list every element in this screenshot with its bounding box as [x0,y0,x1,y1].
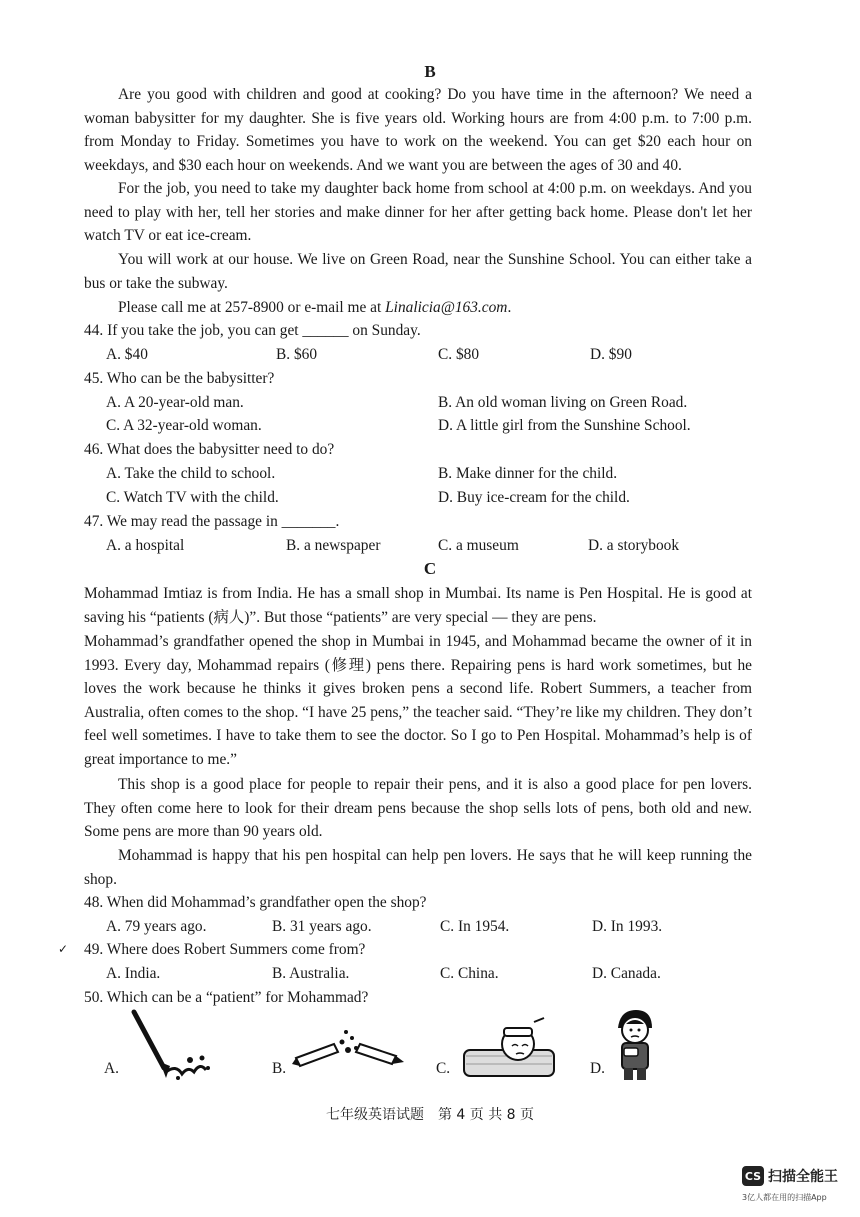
q49-option-d: D. Canada. [592,965,661,982]
section-c-paragraph-4: Mohammad is happy that his pen hospital can help pen lovers. He says that he will keep running the shop. [84,847,752,888]
q46-option-c: C. Watch TV with the child. [106,489,279,506]
scanner-logo-icon: CS [742,1166,764,1186]
broken-pen-picture [126,1008,216,1082]
scanner-app-name: 扫描全能王 [768,1169,838,1185]
q48-option-a: A. 79 years ago. [106,918,207,935]
section-c-title: C [423,559,437,578]
injured-boy-picture [610,1008,660,1082]
q50-option-a-label: A. [104,1060,119,1077]
q46-option-b: B. Make dinner for the child. [438,465,618,482]
tick-mark: ✓ [58,942,69,956]
q47-option-c: C. a museum [438,537,519,554]
section-b-paragraph-2: For the job, you need to take my daughter back home from school at 4:00 p.m. on weekdays. And you need to play with her, tell her stories and make dinner for her after getting back home. Please don't let her watch TV or eat ice-cream. [84,180,752,245]
q45-option-c: C. A 32-year-old woman. [106,417,262,434]
contact-email: Linalicia@163.com [385,299,508,316]
q50-option-b-label: B. [272,1060,287,1077]
q44-option-b: B. $60 [276,346,318,363]
broken-pencil-picture [290,1020,406,1076]
question-46: 46. What does the babysitter need to do? [84,441,335,458]
section-b-contact [84,296,752,320]
q44-option-a: A. $40 [106,346,148,363]
q49-option-c: C. China. [440,965,499,982]
question-49: 49. Where does Robert Summers come from? [84,941,366,958]
q44-option-c: C. $80 [438,346,480,363]
sick-person-in-bed-picture [462,1016,558,1080]
section-c-paragraph-3: This shop is a good place for people to repair their pens, and it is also a good place for pen lovers. They often come here to look for their dream pens because the shop sells lots of pens, both old and new. Some pens are more than 90 years old. [84,776,752,841]
question-48: 48. When did Mohammad’s grandfather open the shop? [84,894,427,911]
q48-option-c: C. In 1954. [440,918,510,935]
q45-option-d: D. A little girl from the Sunshine School. [438,417,691,434]
question-50: 50. Which can be a “patient” for Mohammad? [84,989,369,1006]
q46-option-a: A. Take the child to school. [106,465,276,482]
question-44: 44. If you take the job, you can get ______ on Sunday. [84,322,421,339]
page-footer: 七年级英语试题 第 4 页 共 8 页 [325,1107,535,1123]
section-b-title: B [424,62,436,81]
q47-option-d: D. a storybook [588,537,680,554]
scanner-tagline: 3亿人都在用的扫描App [742,1193,827,1202]
q50-option-c-label: C. [436,1060,451,1077]
section-c-paragraph-2: Mohammad’s grandfather opened the shop in Mumbai in 1945, and Mohammad became the owner of it in 1993. Every day, Mohammad repairs (修理) pens there. Repairing pens is hard work sometimes, but he loves the work because he thinks it gives broken pens a second life. Robert Summers, a teacher from Australia, often comes to the shop. “I have 25 pens,” the teacher said. “They’re like my children. They don’t feel well sometimes. I have to take them to see the doctor. So I go to Pen Hospital. Mohammad’s help is of great importance to me.” [84,633,752,768]
q45-option-b: B. An old woman living on Green Road. [438,394,688,411]
contact-end: . [507,299,512,316]
q46-option-d: D. Buy ice-cream for the child. [438,489,630,506]
q49-option-b: B. Australia. [272,965,350,982]
scanner-watermark [742,1166,838,1186]
q48-option-d: D. In 1993. [592,918,663,935]
question-45: 45. Who can be the babysitter? [84,370,275,387]
section-b-paragraph-1: Are you good with children and good at cooking? Do you have time in the afternoon? We need a woman babysitter for my daughter. She is five years old. Working hours are from 4:00 p.m. to 7:00 p.m. from Monday to Friday. Sometimes you have to work on the weekend. You can get $20 each hour on weekdays, and $30 each hour on weekends. And we want you are between the ages of 30 and 40. [84,86,752,174]
q47-option-b: B. a newspaper [286,537,381,554]
q45-option-a: A. A 20-year-old man. [106,394,244,411]
question-47: 47. We may read the passage in _______. [84,513,340,530]
section-c-paragraph-1: Mohammad Imtiaz is from India. He has a small shop in Mumbai. Its name is Pen Hospital. He is good at saving his “patients (病人)”. But those “patients” are very special — they are pens. [84,585,752,626]
section-b-paragraph-3: You will work at our house. We live on Green Road, near the Sunshine School. You can either take a bus or take the subway. [84,251,752,292]
q50-option-d-label: D. [590,1060,605,1077]
q44-option-d: D. $90 [590,346,632,363]
q49-option-a: A. India. [106,965,161,982]
contact-text: Please call me at 257-8900 or e-mail me at [118,299,386,316]
q48-option-b: B. 31 years ago. [272,918,372,935]
q47-option-a: A. a hospital [106,537,185,554]
